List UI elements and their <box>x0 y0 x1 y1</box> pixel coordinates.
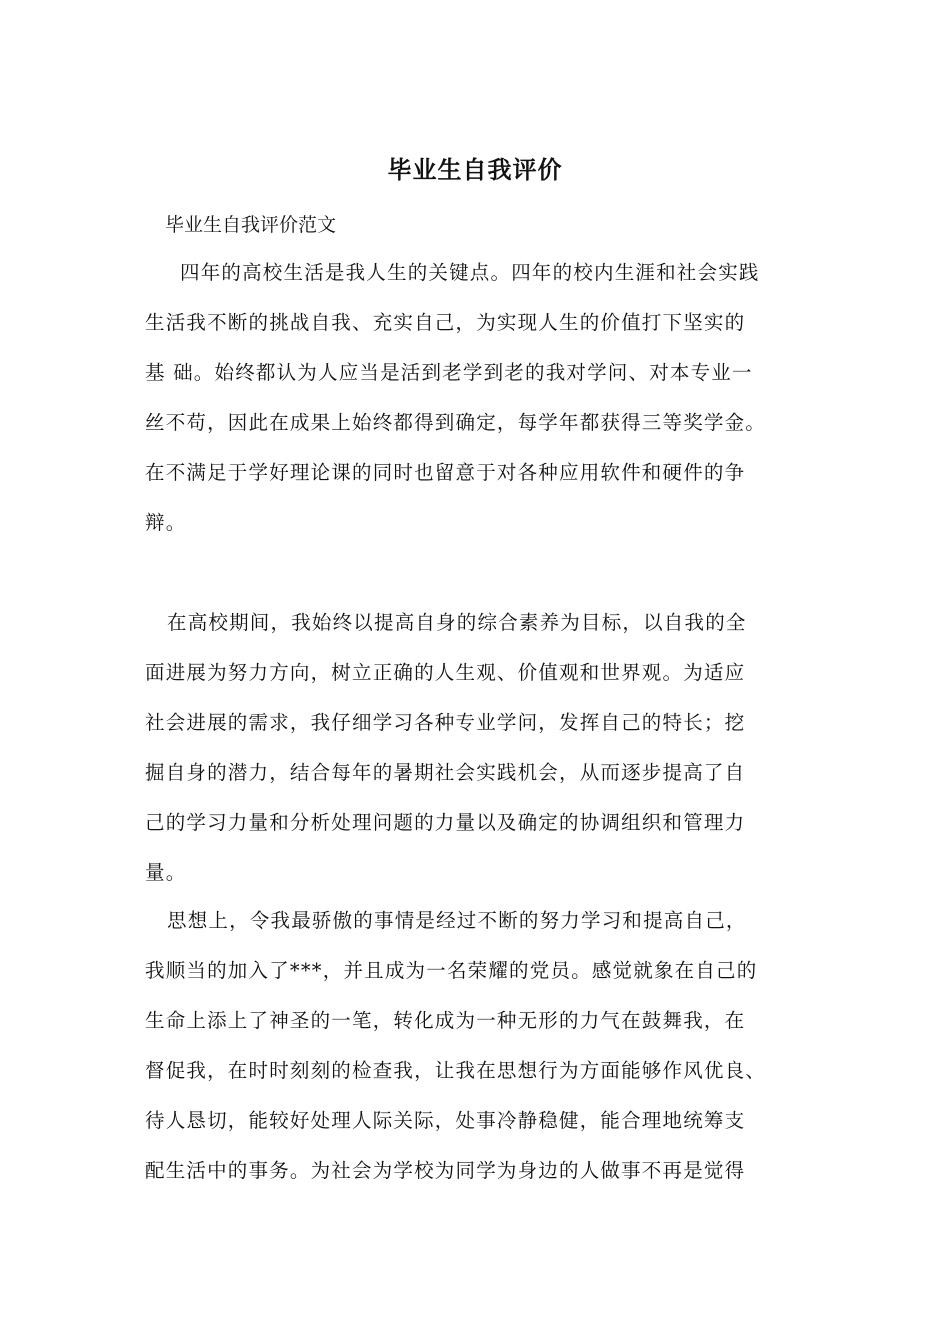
paragraph-3-line-4: 督促我，在时时刻刻的检查我，让我在思想行为方面能够作风优良、 <box>145 1059 767 1082</box>
paragraph-1-line-3: 基 础。始终都认为人应当是活到老学到老的我对学问、对本专业一 <box>145 361 753 384</box>
paragraph-3-line-6: 配生活中的事务。为社会为学校为同学为身边的人做事不再是觉得 <box>145 1159 746 1182</box>
paragraph-2-line-6: 量。 <box>145 861 187 884</box>
paragraph-3-line-2: 我顺当的加入了***，并且成为一名荣耀的党员。感觉就象在自己的 <box>145 959 758 982</box>
paragraph-2-line-4: 掘自身的潜力，结合每年的暑期社会实践机会，从而逐步提高了自 <box>145 761 746 784</box>
paragraph-2-line-3: 社会进展的需求，我仔细学习各种专业学问，发挥自己的特长；挖 <box>145 711 746 734</box>
paragraph-1-line-6: 辩。 <box>145 511 187 534</box>
paragraph-3-line-5: 待人恳切，能较好处理人际关际，处事冷静稳健，能合理地统筹支 <box>145 1109 746 1132</box>
paragraph-2-line-2: 面进展为努力方向，树立正确的人生观、价值观和世界观。为适应 <box>145 661 746 684</box>
paragraph-3-line-3: 生命上添上了神圣的一笔，转化成为一种无形的力气在鼓舞我，在 <box>145 1009 746 1032</box>
paragraph-1-line-1: 四年的高校生活是我人生的关键点。四年的校内生涯和社会实践 <box>180 261 760 284</box>
paragraph-1-line-2: 生活我不断的挑战自我、充实自己，为实现人生的价值打下坚实的 <box>145 311 746 334</box>
paragraph-1-line-5: 在不满足于学好理论课的同时也留意于对各种应用软件和硬件的争 <box>145 461 746 484</box>
paragraph-1-line-4: 丝不苟，因此在成果上始终都得到确定，每学年都获得三等奖学金。 <box>145 411 767 434</box>
paragraph-2-line-5: 己的学习力量和分析处理问题的力量以及确定的协调组织和管理力 <box>145 811 746 834</box>
paragraph-2-line-1: 在高校期间，我始终以提高自身的综合素养为目标，以自我的全 <box>167 611 747 634</box>
document-title: 毕业生自我评价 <box>387 155 563 184</box>
document-subtitle: 毕业生自我评价范文 <box>165 214 337 236</box>
paragraph-3-line-1: 思想上，令我最骄傲的事情是经过不断的努力学习和提高自己， <box>167 909 747 932</box>
